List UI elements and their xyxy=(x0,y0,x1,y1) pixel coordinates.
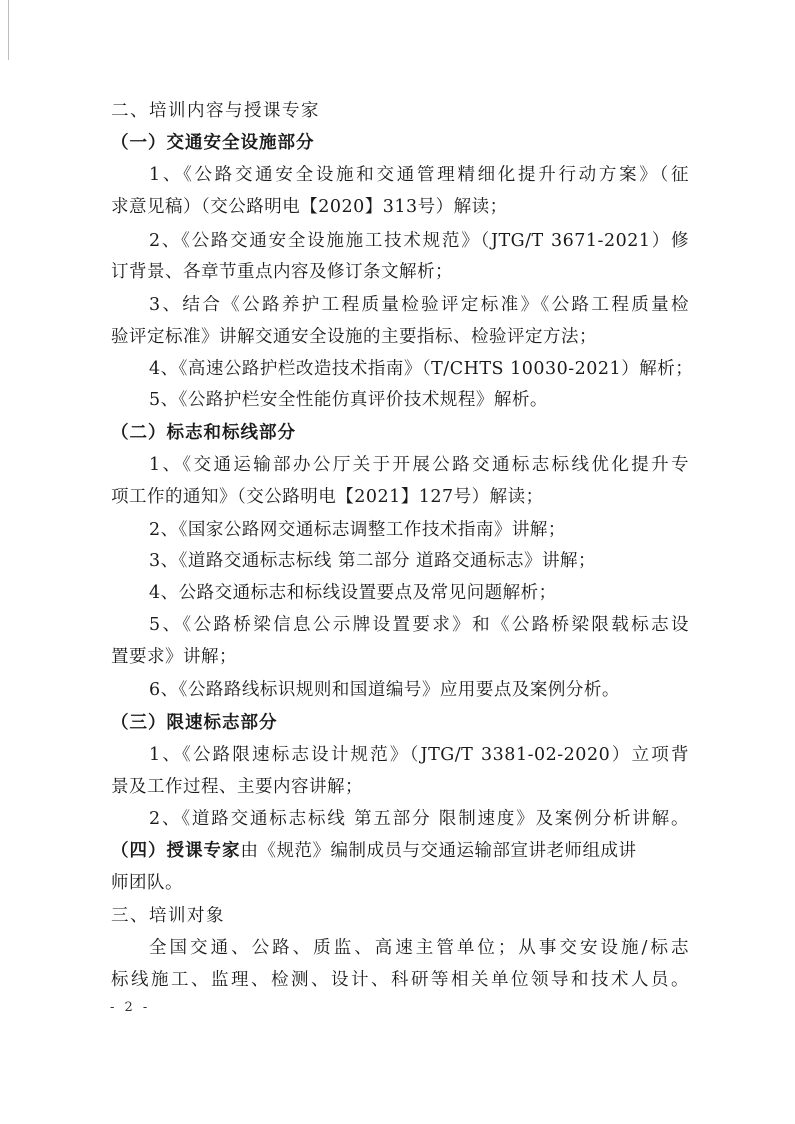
section-heading-3: 三、培训对象 xyxy=(111,906,225,926)
part1-item1-line2: 求意见稿）（交公路明电【2020】313号）解读； xyxy=(111,197,508,217)
part4-line1 xyxy=(111,836,689,866)
part4-title: （四）授课专家 xyxy=(111,841,241,861)
part1-item3-line2: 验评定标准》讲解交通安全设施的主要指标、检验评定方法； xyxy=(111,327,597,347)
part1-item3-line1: 3、结合《公路养护工程质量检验评定标准》《公路工程质量检 xyxy=(149,295,689,315)
section3-text-line2: 标线施工、监理、检测、设计、科研等相关单位领导和技术人员。 xyxy=(111,970,689,990)
part2-item5-line1: 5、《公路桥梁信息公示牌设置要求》和《公路桥梁限载标志设 xyxy=(149,615,689,635)
part3-item1-line2: 景及工作过程、主要内容讲解； xyxy=(111,777,363,797)
part4-text-line1: 由《规范》编制成员与交通运输部宣讲老师组成讲 xyxy=(240,841,637,861)
part1-title: （一）交通安全设施部分 xyxy=(111,133,315,153)
part2-item1-line1: 1、《交通运输部办公厅关于开展公路交通标志标线优化提升专 xyxy=(149,455,689,475)
part2-item5-line2: 置要求》讲解； xyxy=(111,647,237,667)
part3-item1-line1: 1、《公路限速标志设计规范》（JTG/T 3381-02-2020）立项背 xyxy=(149,745,689,765)
part2-item1-line2: 项工作的通知》（交公路明电【2021】127号）解读； xyxy=(111,487,544,507)
part3-item2: 2、《道路交通标志标线 第五部分 限制速度》及案例分析讲解。 xyxy=(149,809,689,829)
part2-item4: 4、公路交通标志和标线设置要点及常见问题解析； xyxy=(149,583,557,603)
part1-item2-line2: 订背景、各章节重点内容及修订条文解析； xyxy=(111,262,453,282)
part2-item6: 6、《公路路线标识规则和国道编号》应用要点及案例分析。 xyxy=(149,680,620,700)
page-number: - 2 - xyxy=(110,1000,151,1015)
part2-item3: 3、《道路交通标志标线 第二部分 道路交通标志》讲解； xyxy=(149,551,597,571)
section-heading-2: 二、培训内容与授课专家 xyxy=(111,101,320,121)
part2-title: （二）标志和标线部分 xyxy=(111,423,296,443)
section3-text-line1: 全国交通、公路、质监、高速主管单位；从事交安设施/标志 xyxy=(149,938,689,958)
part1-item2-line1: 2、《公路交通安全设施施工技术规范》（JTG/T 3671-2021）修 xyxy=(149,231,689,251)
part1-item4: 4、《高速公路护栏改造技术指南》（T/CHTS 10030-2021）解析； xyxy=(149,359,694,379)
part3-title: （三）限速标志部分 xyxy=(111,713,278,733)
part1-item1-line1: 1、《公路交通安全设施和交通管理精细化提升行动方案》（征 xyxy=(149,165,689,185)
part4-text-line2: 师团队。 xyxy=(111,873,183,893)
part2-item2: 2、《国家公路网交通标志调整工作技术指南》讲解； xyxy=(149,520,566,540)
part1-item5: 5、《公路护栏安全性能仿真评价技术规程》解析。 xyxy=(149,390,548,410)
